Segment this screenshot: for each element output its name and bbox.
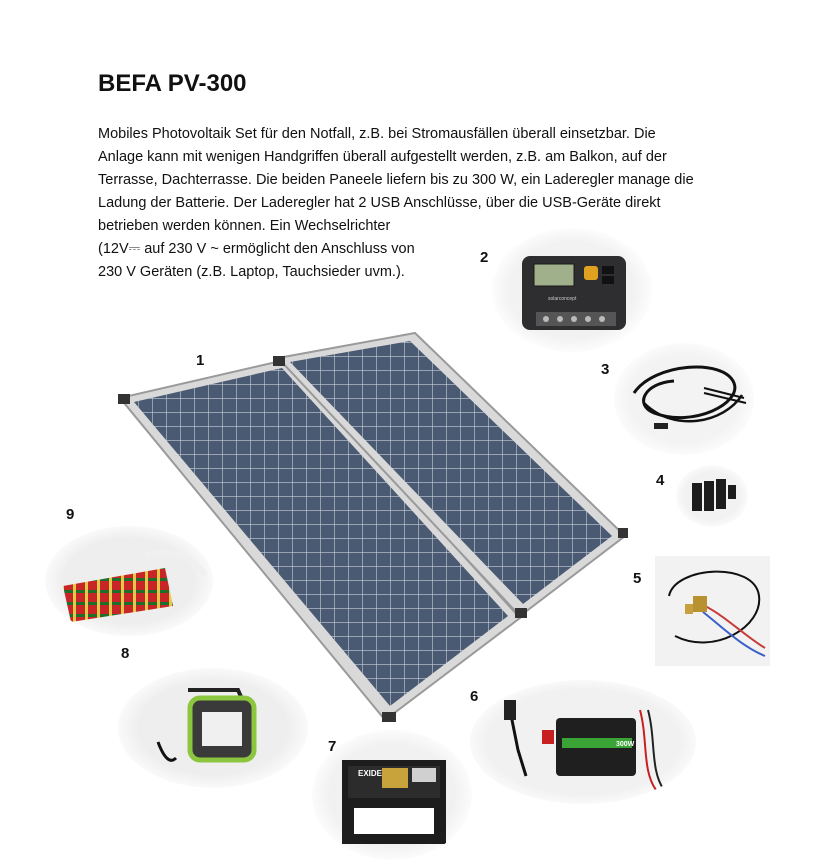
text-line: (12V⎓ auf 230 V ~ ermöglicht den Anschluss von	[98, 241, 415, 257]
connectors-image	[676, 465, 748, 527]
text-line: Ladung der Batterie. Der Laderegler hat 2 USB Anschlüsse, über die USB-Geräte direkt	[98, 195, 661, 211]
item-number-9: 9	[66, 506, 75, 523]
item-number-4: 4	[656, 472, 665, 489]
text-line: betrieben werden können. Ein Wechselrichter	[98, 218, 391, 234]
charge-controller-image	[492, 228, 652, 352]
inverter-image	[470, 680, 696, 804]
solar-panel-image	[110, 328, 630, 728]
page-title: BEFA PV-300	[98, 70, 247, 97]
storage-bag-image	[45, 526, 213, 636]
battery-image	[312, 730, 472, 860]
battery-cable-image	[655, 556, 770, 666]
item-number-6: 6	[470, 688, 479, 705]
text-line: Terrasse, Dachterrasse. Die beiden Paneele liefern bis zu 300 W, ein Laderegler manage die	[98, 172, 694, 188]
item-number-5: 5	[633, 570, 642, 587]
text-line: Mobiles Photovoltaik Set für den Notfall, z.B. bei Stromausfällen überall einsetzbar. Die	[98, 126, 656, 142]
work-lamp-image	[118, 668, 308, 788]
text-line: 230 V Geräten (z.B. Laptop, Tauchsieder uvm.).	[98, 264, 405, 280]
item-number-1: 1	[196, 352, 205, 369]
controller-brand-label: solarconcept	[548, 296, 577, 302]
battery-brand-label: EXIDE	[358, 769, 383, 778]
item-number-7: 7	[328, 738, 337, 755]
cable-image	[614, 343, 754, 455]
item-number-2: 2	[480, 249, 489, 266]
item-number-8: 8	[121, 645, 130, 662]
inverter-power-label: 300W	[616, 741, 635, 748]
item-number-3: 3	[601, 361, 610, 378]
text-line: Anlage kann mit wenigen Handgriffen überall aufgestellt werden, z.B. am Balkon, auf der	[98, 149, 667, 165]
